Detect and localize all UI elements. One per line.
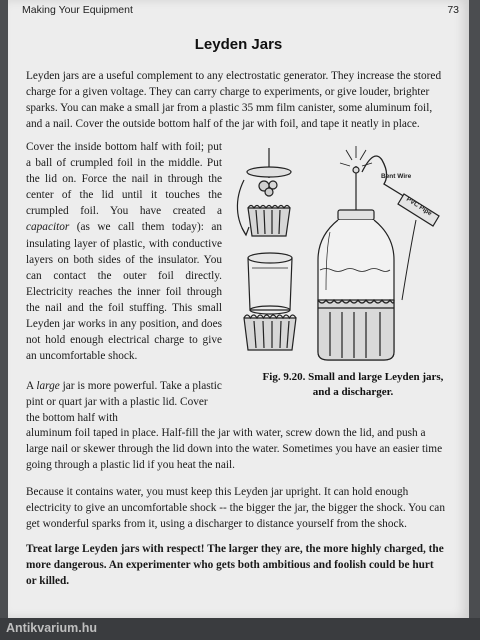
large-term: large — [36, 380, 60, 392]
capacitor-term: capacitor — [26, 221, 70, 234]
watermark: Antikvarium.hu — [6, 621, 97, 635]
leyden-jar-illustration — [234, 140, 449, 365]
small-jar-paragraph — [26, 139, 222, 364]
book-page — [8, 0, 469, 618]
running-head — [22, 4, 459, 16]
large-jar-continuation: aluminum foil taped in place. Half-fill the jar with water, screw down the lid, and push a large nail or skewer through the lid down into the water. Sometimes you have an easier time going through a plastic lid if you heat the nail. — [26, 427, 443, 472]
page-number: 73 — [447, 4, 459, 16]
large-jar-lead: A — [26, 380, 37, 392]
intro-paragraph: Leyden jars are a useful complement to any electrostatic generator. They increase the stored charge for a given voltage. They can carry charge to experiments, or give louder, brighter sparks. You can make a small jar from a plastic 35 mm film canister, some aluminum foil, and a nail. Cover the outside bottom half of the jar with foil, and tape it neatly in place. — [26, 70, 442, 131]
small-jar-text-1: Cover the inside bottom half with foil; put a ball of crumpled foil in the middle. Put the lid on. Force the nail in through the center of the lid until it touches the crumpled foil. You have created a — [26, 141, 222, 218]
bent-wire-label: Bent Wire — [381, 173, 412, 180]
because-paragraph: Because it contains water, you must keep this Leyden jar upright. It can hold enough electricity to give an uncomfortable shock -- the bigger the jar, the bigger the shock. You can get wonderful sparks from it, using a discharger to distance yourself from the shock. — [26, 486, 445, 531]
warning-paragraph: Treat large Leyden jars with respect! The larger they are, the more highly charged, the more dangerous. An experimenter who gets both ambitious and foolish could be hurt or killed. — [26, 543, 444, 588]
large-jar-paragraph — [26, 378, 222, 426]
large-jar-rest: jar is more powerful. Take a plastic pint or quart jar with a plastic lid. Cover the bottom half with — [26, 380, 222, 425]
running-head-text: Making Your Equipment — [22, 4, 133, 16]
pvc-pipe-label: PVC Pipe — [404, 195, 433, 218]
page-title: Leyden Jars — [194, 36, 283, 53]
figure-caption: Fig. 9.20. Small and large Leyden jars, and a discharger. — [262, 371, 444, 398]
small-jar-text-2: (as we call them today): an insulating layer of plastic, with conductive layers on both sides of the insulator. You can contact the outer foil directly. Electricity reaches the inner foil through the nail and the foil stuffing. This small Leyden jar works in any position, and does not hold enough electrical charge to give an uncomfortable shock. — [26, 221, 222, 363]
